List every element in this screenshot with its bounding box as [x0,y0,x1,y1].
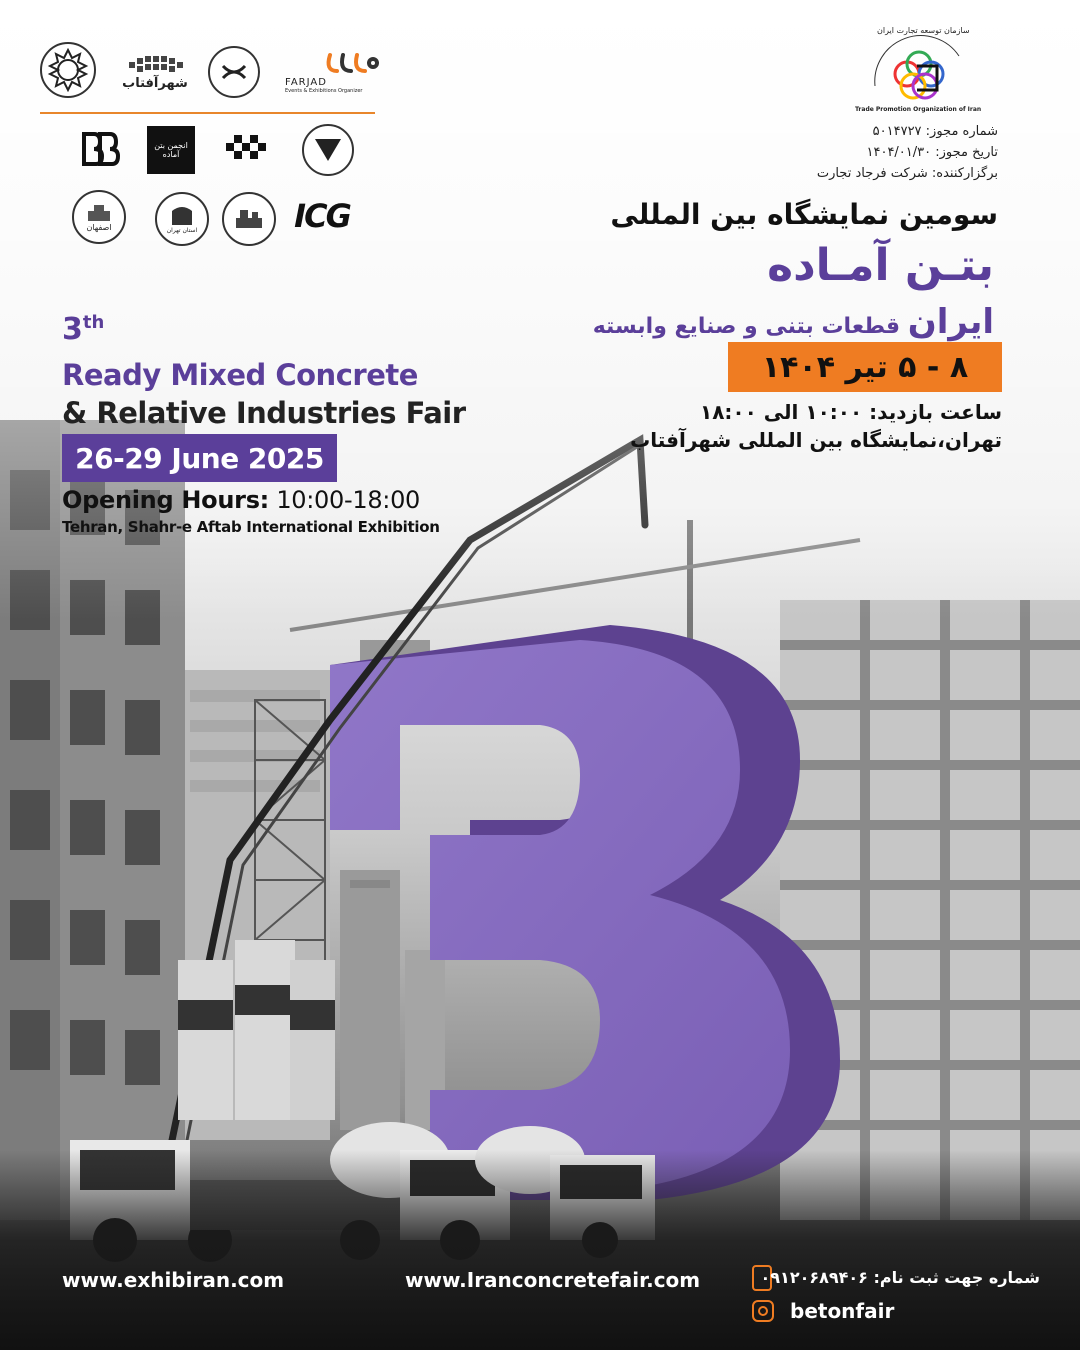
ready-concrete-association-text: انجمن بتن آماده [154,141,188,159]
association-seal-logo [208,46,260,98]
tpo-name-en: Trade Promotion Organization of Iran [855,106,982,113]
shahr-aftab-text: شهرآفتاب [122,75,188,91]
shahr-aftab-logo [115,42,195,102]
en-opening-hours [62,486,420,514]
tpo-name-fa: سازمان توسعه تجارت ایران [877,26,970,35]
triangle-seal-logo [302,124,354,176]
pattern-logo [220,126,275,174]
fa-subtitle [593,302,994,342]
website-link-exhibiran[interactable]: www.exhibiran.com [62,1268,285,1292]
website-link-concretefair[interactable]: www.Iranconcretefair.com [405,1268,701,1292]
icg-text: ICG [294,197,350,235]
fa-date-badge: ۸ - ۵ تیر ۱۴۰۴ [728,342,1002,392]
fa-title: بتـن آمـاده [767,240,994,291]
en-date-badge: 26-29 June 2025 [62,434,337,482]
en-hours-value: 10:00-18:00 [276,486,421,514]
farjad-text: FARJAD [285,76,327,88]
fa-edition-heading: سومین نمایشگاه بین المللی [610,198,998,231]
tehran-province-text: استان تهران [166,226,198,234]
en-edition-suffix: th [82,312,105,333]
organizer: برگزارکننده: شرکت فرجاد تجارت [816,166,998,181]
fa-hours: ساعت بازدید: ۱۰:۰۰ الی ۱۸:۰۰ [700,400,1002,424]
en-edition-number: 3 [62,312,83,347]
mechanical-seal-logo [222,192,276,246]
license-number: شماره مجوز: ۵۰۱۴۷۲۷ [872,124,998,139]
fa-venue: تهران،نمایشگاه بین المللی شهرآفتاب [630,428,1002,452]
icg-logo [288,196,356,236]
en-title-line1: Ready Mixed Concrete [62,358,418,392]
tehran-municipality-logo [40,42,96,98]
registration-phone[interactable]: شماره جهت ثبت نام: ۰۹۱۲۰۶۸۹۴۰۶ [760,1268,1040,1287]
isfahan-text: اصفهان [86,222,112,232]
isfahan-seal-logo [72,190,126,244]
en-venue: Tehran, Shahr-e Aftab International Exhibition [62,518,440,536]
ready-concrete-association-logo [147,126,195,174]
farjad-subtext: Events & Exhibitions Organizer [285,87,363,94]
en-hours-label: Opening Hours: [62,486,269,514]
fa-subtitle-text: قطعات بتنی و صنایع وابسته [592,314,901,339]
fa-subtitle-country: ایران [907,302,994,342]
instagram-icon [752,1300,774,1322]
farjad-logo [285,48,380,96]
instagram-handle[interactable]: betonfair [790,1299,895,1323]
bb-association-logo [70,124,130,174]
trade-promotion-organization-logo [855,26,982,116]
license-date: تاریخ مجوز: ۱۴۰۴/۰۱/۳۰ [866,145,998,160]
logo-divider [40,112,375,114]
en-edition [62,312,104,347]
en-title-line2: & Relative Industries Fair [62,396,466,430]
tehran-province-seal-logo [155,192,209,246]
